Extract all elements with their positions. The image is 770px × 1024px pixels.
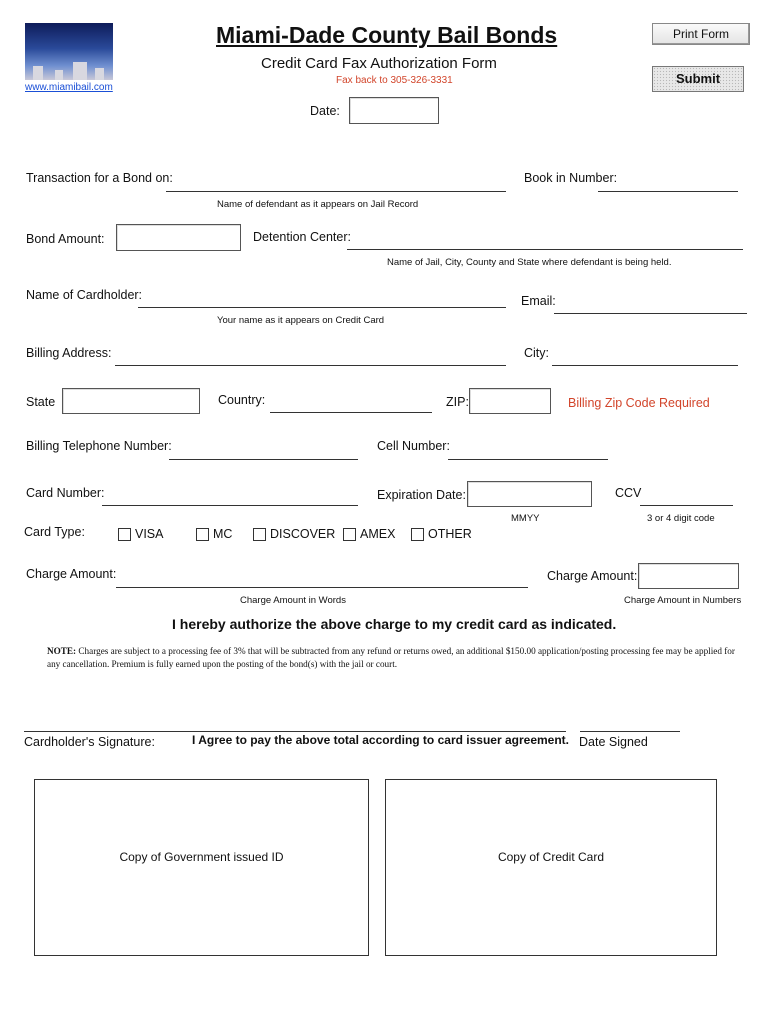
- country-field[interactable]: [270, 412, 432, 413]
- zip-required-note: Billing Zip Code Required: [568, 396, 710, 410]
- city-field[interactable]: [552, 365, 738, 366]
- charge-words-hint: Charge Amount in Words: [240, 595, 346, 606]
- authorization-statement: I hereby authorize the above charge to my credit card as indicated.: [172, 616, 617, 632]
- book-in-label: Book in Number:: [524, 171, 618, 185]
- ccv-field[interactable]: [640, 505, 733, 506]
- other-checkbox[interactable]: [411, 528, 424, 541]
- card-number-label: Card Number:: [26, 486, 105, 500]
- date-signed-field[interactable]: [580, 731, 680, 732]
- expiration-hint: MMYY: [511, 513, 540, 524]
- logo-building: [73, 62, 87, 80]
- cardholder-name-field[interactable]: [138, 307, 506, 308]
- detention-hint: Name of Jail, City, County and State where defendant is being held.: [387, 257, 672, 268]
- billing-phone-label: Billing Telephone Number:: [26, 439, 172, 453]
- cell-number-field[interactable]: [448, 459, 608, 460]
- card-type-label: Card Type:: [24, 525, 85, 539]
- company-logo: [25, 23, 113, 80]
- date-signed-label: Date Signed: [579, 735, 648, 749]
- state-input[interactable]: [62, 388, 200, 414]
- detention-center-label: Detention Center:: [253, 230, 351, 244]
- submit-button[interactable]: Submit: [652, 66, 744, 92]
- cell-number-label: Cell Number:: [377, 439, 450, 453]
- billing-address-field[interactable]: [115, 365, 506, 366]
- defendant-name-field[interactable]: [166, 191, 506, 192]
- fee-note: [47, 645, 747, 671]
- discover-label: DISCOVER: [270, 527, 336, 541]
- credit-card-upload[interactable]: [385, 779, 717, 956]
- mc-checkbox[interactable]: [196, 528, 209, 541]
- visa-checkbox[interactable]: [118, 528, 131, 541]
- ccv-label: CCV: [615, 486, 642, 500]
- charge-numbers-hint: Charge Amount in Numbers: [624, 595, 742, 606]
- signature-label: Cardholder's Signature:: [24, 735, 155, 749]
- charge-amount-words-field[interactable]: [116, 587, 528, 588]
- date-label: Date:: [310, 104, 340, 118]
- expiration-label: Expiration Date:: [377, 488, 466, 502]
- page-title: Miami-Dade County Bail Bonds: [216, 22, 558, 48]
- billing-address-label: Billing Address:: [26, 346, 112, 360]
- zip-label: ZIP:: [446, 395, 469, 409]
- other-label: OTHER: [428, 527, 472, 541]
- amex-label: AMEX: [360, 527, 396, 541]
- detention-center-field[interactable]: [347, 249, 743, 250]
- book-in-field[interactable]: [598, 191, 738, 192]
- email-field[interactable]: [554, 313, 747, 314]
- agreement-statement: I Agree to pay the above total according to card issuer agreement.: [192, 733, 569, 747]
- government-id-label: Copy of Government issued ID: [119, 850, 284, 864]
- date-input[interactable]: [349, 97, 439, 124]
- bond-amount-label: Bond Amount:: [26, 232, 105, 246]
- cardholder-name-label: Name of Cardholder:: [26, 288, 143, 302]
- charge-amount-numbers-label: Charge Amount:: [547, 569, 638, 583]
- form-subtitle: Credit Card Fax Authorization Form: [261, 55, 497, 72]
- charge-amount-numbers-input[interactable]: [638, 563, 739, 589]
- zip-input[interactable]: [469, 388, 551, 414]
- city-label: City:: [524, 346, 549, 360]
- ccv-hint: 3 or 4 digit code: [647, 513, 715, 524]
- billing-phone-field[interactable]: [169, 459, 358, 460]
- government-id-upload[interactable]: [34, 779, 369, 956]
- bond-amount-input[interactable]: [116, 224, 241, 251]
- discover-checkbox[interactable]: [253, 528, 266, 541]
- visa-label: VISA: [135, 527, 164, 541]
- credit-card-label: Copy of Credit Card: [497, 850, 605, 864]
- defendant-hint: Name of defendant as it appears on Jail Record: [217, 199, 419, 210]
- print-form-button[interactable]: Print Form: [652, 23, 750, 45]
- expiration-input[interactable]: [467, 481, 592, 507]
- cardholder-hint: Your name as it appears on Credit Card: [217, 315, 385, 326]
- logo-building: [95, 68, 104, 80]
- note-text: Charges are subject to a processing fee of 3% that will be subtracted from any refund or returns owed, an additional $150.00 application/posting processing fee may be applied for any cancellation. Premium is fully earned upon the posting of the bond(s) with the jail or court.: [47, 646, 735, 669]
- country-label: Country:: [218, 393, 266, 407]
- logo-building: [33, 66, 43, 80]
- website-link[interactable]: www.miamibail.com: [25, 82, 113, 93]
- logo-building: [55, 70, 63, 80]
- email-label: Email:: [521, 294, 556, 308]
- amex-checkbox[interactable]: [343, 528, 356, 541]
- card-number-field[interactable]: [102, 505, 358, 506]
- state-label: State: [26, 395, 56, 409]
- mc-label: MC: [213, 527, 233, 541]
- signature-field[interactable]: [24, 731, 566, 732]
- fax-number: Fax back to 305-326-3331: [336, 75, 453, 86]
- transaction-label: Transaction for a Bond on:: [26, 171, 173, 185]
- note-label: NOTE:: [47, 646, 77, 656]
- charge-amount-words-label: Charge Amount:: [26, 567, 117, 581]
